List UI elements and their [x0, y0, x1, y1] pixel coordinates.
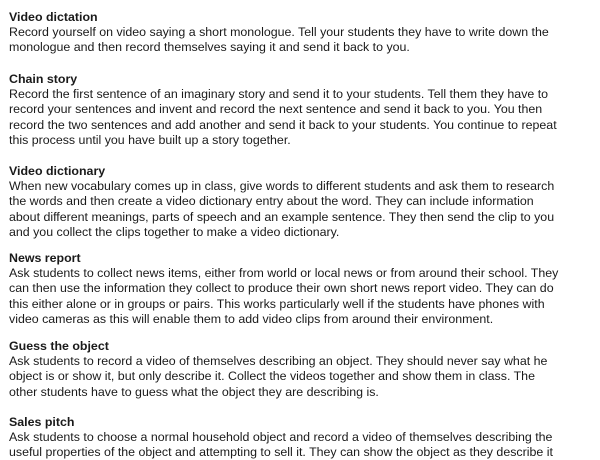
section-sales-pitch	[9, 415, 593, 460]
section-chain-story	[9, 72, 593, 149]
section-title: Video dictation	[9, 10, 98, 24]
section-title: News report	[9, 251, 81, 265]
section-body: Record the first sentence of an imaginary story and send it to your students. Tell them they have to record your sentences and invent and record the next sentence and send it back to you. You then record the two sentences and add another and send it back to your students. You continue to repeat this process until you have built up a story together.	[9, 87, 557, 148]
section-title: Sales pitch	[9, 415, 75, 429]
section-news-report	[9, 251, 593, 328]
section-body: When new vocabulary comes up in class, give words to different students and ask them to research the words and then create a video dictionary entry about the word. They can include information about different meanings, parts of speech and an example sentence. They then send the clip to you and you collect the clips together to make a video dictionary.	[9, 179, 555, 240]
section-video-dictation	[9, 10, 593, 56]
section-body: Record yourself on video saying a short monologue. Tell your students they have to write down the monologue and then record themselves saying it and send it back to you.	[9, 25, 549, 55]
section-body: Ask students to choose a normal household object and record a video of themselves describing the useful properties of the object and attempting to sell it. They can show the object as they describe it	[9, 430, 553, 460]
section-title: Chain story	[9, 72, 78, 86]
section-body: Ask students to collect news items, either from world or local news or from around their school. They can then use the information they collect to produce their own short news report video. They can do this either alone or in groups or pairs. This works particularly well if the students have phones with video cameras as this will enable them to add video clips from around their environment.	[9, 266, 559, 327]
section-body: Ask students to record a video of themselves describing an object. They should never say what he object is or show it, but only describe it. Collect the videos together and show them in class. The other students have to guess what the object they are describing is.	[9, 354, 548, 399]
section-guess-the-object	[9, 339, 593, 400]
section-title: Guess the object	[9, 339, 109, 353]
section-video-dictionary	[9, 164, 593, 241]
section-title: Video dictionary	[9, 164, 106, 178]
